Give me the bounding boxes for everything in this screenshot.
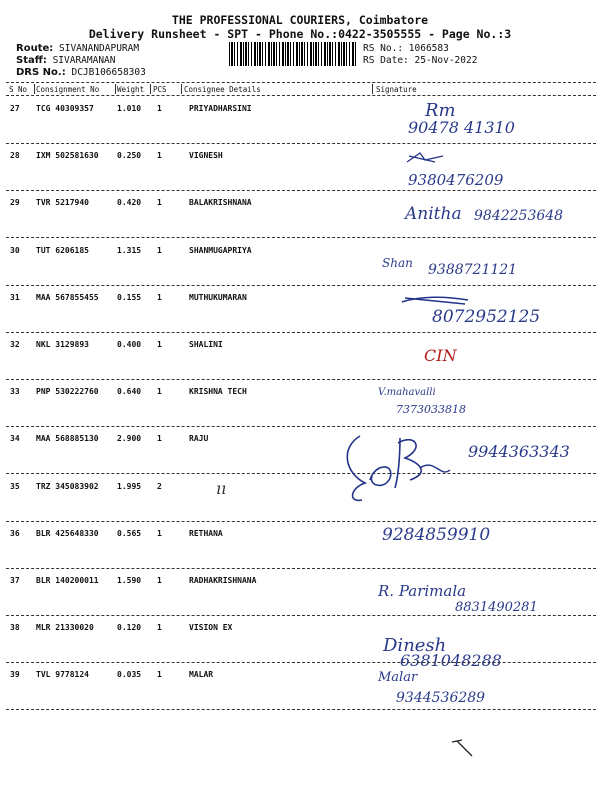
drs-line xyxy=(16,67,146,78)
row-separator xyxy=(6,332,596,333)
row-consignment: TVR 5217940 xyxy=(36,198,89,208)
col-divider xyxy=(34,84,35,94)
row35-mark: ıı xyxy=(216,479,227,498)
signature-name: Rm xyxy=(425,100,456,121)
row-consignee: RADHAKRISHNANA xyxy=(189,576,257,585)
row-consignment: PNP 530222760 xyxy=(36,387,99,397)
row-pcs: 1 xyxy=(157,387,162,397)
col-signature: Signature xyxy=(376,85,417,94)
row-consignment: IXM 502581630 xyxy=(36,151,99,161)
row-consignment: BLR 425648330 xyxy=(36,528,99,538)
row-separator xyxy=(6,568,596,569)
row-pcs: 1 xyxy=(157,340,162,349)
row-separator xyxy=(6,143,596,144)
header-bottom-rule xyxy=(6,95,596,96)
signature-name: Anitha xyxy=(405,204,462,225)
col-sno: S No xyxy=(9,85,28,94)
signature-phone: 9380476209 xyxy=(408,171,504,190)
row-weight: 1.315 xyxy=(117,245,142,255)
row-sno: 38 xyxy=(10,623,20,633)
row-weight: 0.250 xyxy=(117,151,142,161)
row-consignment: TRZ 345083902 xyxy=(36,481,99,491)
col-divider xyxy=(181,84,182,94)
route-line xyxy=(16,43,139,54)
row-sno: 30 xyxy=(10,245,20,255)
signature-phone: 90478 41310 xyxy=(408,118,515,137)
row-consignee: KRISHNA TECH xyxy=(189,387,247,397)
row-pcs: 1 xyxy=(157,245,162,255)
row-sno: 31 xyxy=(10,292,20,302)
row-consignee: RAJU xyxy=(189,434,209,444)
row-sno: 32 xyxy=(10,340,20,349)
route-label: Route: xyxy=(16,43,54,54)
row-weight: 2.900 xyxy=(117,434,142,444)
col-pcs: PCS xyxy=(153,85,167,94)
row-consignee: MALAR xyxy=(189,670,214,680)
row-weight: 0.640 xyxy=(117,387,142,397)
runsheet-barcode xyxy=(229,42,356,66)
row-consignment: MLR 21330020 xyxy=(36,623,94,633)
row-sno: 33 xyxy=(10,387,20,397)
col-divider xyxy=(372,84,373,94)
signature-phone: 9388721121 xyxy=(428,261,518,278)
row-weight: 1.995 xyxy=(117,481,142,491)
row-consignee: BALAKRISHNANA xyxy=(189,198,252,208)
row-consignee: VIGNESH xyxy=(189,151,223,161)
row-weight: 1.590 xyxy=(117,576,142,585)
row-consignee: VISION EX xyxy=(189,623,233,633)
row-consignment: BLR 140200011 xyxy=(36,576,99,585)
rs-no-label: RS No.: xyxy=(363,43,404,54)
row-separator xyxy=(6,473,596,474)
col-divider xyxy=(115,84,116,94)
signature-name: CIN xyxy=(424,346,457,365)
row-consignee: PRIYADHARSINI xyxy=(189,104,252,113)
row-separator xyxy=(6,379,596,380)
signature-name: Shan xyxy=(382,255,413,270)
header-top-rule xyxy=(6,82,596,83)
runsheet-subtitle: Delivery Runsheet - SPT - Phone No.:0422-3505555 - Page No.:3 xyxy=(88,27,512,41)
staff-label: Staff: xyxy=(16,55,47,66)
route-value: SIVANANDAPURAM xyxy=(59,43,140,54)
staff-value: SIVARAMANAN xyxy=(52,55,116,66)
row-separator xyxy=(6,615,596,616)
row-consignment: TCG 40309357 xyxy=(36,104,94,113)
rs-date-label: RS Date: xyxy=(363,55,409,66)
strike-scribble-icon xyxy=(405,150,445,166)
row-consignee: MUTHUKUMARAN xyxy=(189,292,247,302)
row-separator xyxy=(6,426,596,427)
row-consignment: NKL 3129893 xyxy=(36,340,89,349)
row-separator xyxy=(6,285,596,286)
rs-no-line xyxy=(363,43,449,54)
drs-label: DRS No.: xyxy=(16,67,66,78)
signature-scribble-icon xyxy=(340,428,470,508)
row-separator xyxy=(6,709,596,710)
row-weight: 0.155 xyxy=(117,292,142,302)
row-consignment: TUT 6206185 xyxy=(36,245,89,255)
signature-phone: 9284859910 xyxy=(382,524,491,545)
row-separator xyxy=(6,190,596,191)
row-sno: 28 xyxy=(10,151,20,161)
row-sno: 29 xyxy=(10,198,20,208)
signature-phone: 9344536289 xyxy=(396,690,486,707)
row-pcs: 1 xyxy=(157,198,162,208)
row-pcs: 1 xyxy=(157,670,162,680)
drs-value: DCJB106658303 xyxy=(71,67,146,78)
row-pcs: 1 xyxy=(157,292,162,302)
row-pcs: 2 xyxy=(157,481,162,491)
signature-name: Dinesh xyxy=(383,635,447,657)
row-consignee: RETHANA xyxy=(189,528,223,538)
rs-date-line xyxy=(363,55,477,66)
col-divider xyxy=(150,84,151,94)
signature-phone: 6381048288 xyxy=(400,651,502,671)
col-consignment: Consignment No xyxy=(36,85,100,94)
row-sno: 39 xyxy=(10,670,20,680)
col-consignee: Consignee Details xyxy=(184,85,261,94)
staff-line xyxy=(16,55,116,66)
row-sno: 34 xyxy=(10,434,20,444)
row-weight: 0.565 xyxy=(117,528,142,538)
rs-date-value: 25-Nov-2022 xyxy=(414,55,478,66)
row-consignment: TVL 9778124 xyxy=(36,670,89,680)
row-pcs: 1 xyxy=(157,623,162,633)
row-pcs: 1 xyxy=(157,528,162,538)
signature-phone: 8831490281 xyxy=(455,600,538,615)
row-weight: 0.420 xyxy=(117,198,142,208)
signature-phone: 7373033818 xyxy=(396,403,466,417)
row-sno: 37 xyxy=(10,576,20,585)
row-sno: 35 xyxy=(10,481,20,491)
corner-mark-icon xyxy=(450,738,476,758)
row-weight: 1.010 xyxy=(117,104,142,113)
struck-signature-icon xyxy=(400,294,470,306)
row-sno: 27 xyxy=(10,104,20,113)
row-pcs: 1 xyxy=(157,434,162,444)
row-weight: 0.120 xyxy=(117,623,142,633)
row-separator xyxy=(6,662,596,663)
signature-name: R. Parimala xyxy=(378,582,467,600)
company-title: THE PROFESSIONAL COURIERS, Coimbatore xyxy=(171,13,429,27)
row-consignee: SHALINI xyxy=(189,340,223,349)
row-pcs: 1 xyxy=(157,576,162,585)
signature-name: V.mahavalli xyxy=(378,387,436,399)
rs-no-value: 1066583 xyxy=(408,43,449,54)
row-consignee: SHANMUGAPRIYA xyxy=(189,245,252,255)
row-sno: 36 xyxy=(10,528,20,538)
row-weight: 0.035 xyxy=(117,670,142,680)
row-weight: 0.400 xyxy=(117,340,142,349)
col-weight: Weight xyxy=(117,85,145,94)
row-separator xyxy=(6,521,596,522)
signature-phone: 8072952125 xyxy=(432,306,541,327)
row-consignment: MAA 568885130 xyxy=(36,434,99,444)
signature-phone: 9944363343 xyxy=(468,442,570,462)
signature-phone: 9842253648 xyxy=(474,208,564,225)
row-pcs: 1 xyxy=(157,151,162,161)
signature-name: Malar xyxy=(378,670,418,686)
row-consignment: MAA 567855455 xyxy=(36,292,99,302)
row-pcs: 1 xyxy=(157,104,162,113)
row-separator xyxy=(6,237,596,238)
